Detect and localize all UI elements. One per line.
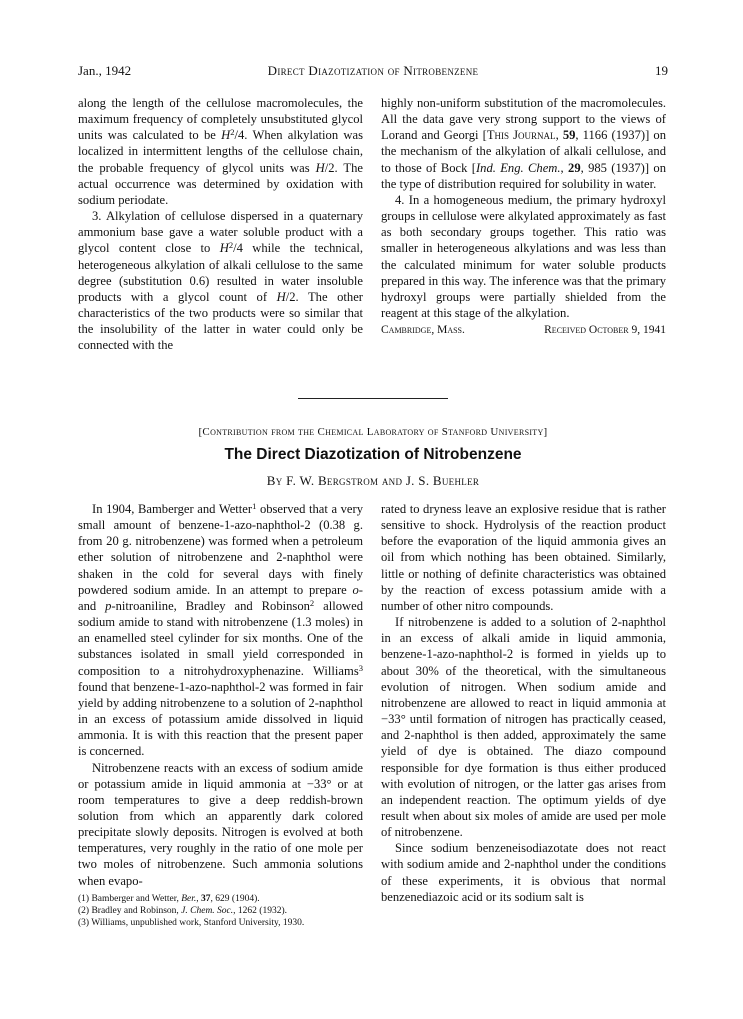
footnote-ref: 1 [252, 501, 257, 512]
byline: By F. W. Bergstrom and J. S. Buehler [266, 473, 480, 488]
footnote: (3) Williams, unpublished work, Stanford University, 1930. [78, 917, 305, 928]
footnote: (2) Bradley and Robinson, J. Chem. Soc., 1262 (1932). [78, 905, 287, 916]
paragraph: If nitrobenzene is added to a solution of 2-naphthol in an excess of alkali amide in liquid ammonia, benzene-1-azo-naphthol-2 is formed in yields up to about 30% of the theoretical, with the simultaneous evolution of nitrogen. When sodium amide and nitrobenzene are allowed to react in liquid ammonia at −33° until formation of nitrogen has practically ceased, and 2-naphthol is then added, approximately the same yield of dye is obtained. The diazo compound responsible for dye formation is thus either produced with evolution of nitrogen, or the latter gas arises from an independent reaction. The optimum yields of dye result when about six moles of amide are used per mole of nitrobenzene. [381, 615, 666, 840]
article-column-left [78, 501, 363, 929]
section-divider [298, 398, 448, 399]
prev-article-column-right [381, 95, 666, 385]
running-title: Direct Diazotization of Nitrobenzene [267, 63, 479, 78]
paragraph: 4. In a homogeneous medium, the primary hydroxyl groups in cellulose were alkylated approximately as fast as both secondary groups together. This ratio was smaller in heterogeneous alkylations and was less than the calculated minimum for water soluble products prepared in this way. The inference was that the primary hydroxyl groups were partially shielded from the reagent at this stage of the alkylation. [381, 192, 666, 321]
page-number: 19 [655, 63, 668, 78]
paragraph: highly non-uniform substitution of the macromolecules. All the data gave very strong support to the views of Lorand and Georgi [This Journal, 59, 1166 (1937)] on the mechanism of the alkylation of alkali cellulose, and to those of Bock [Ind. Eng. Chem., 29, 985 (1937)] on the type of distribution required for solubility in water. [381, 96, 666, 191]
received-date: Received October 9, 1941 [544, 324, 666, 337]
article-title: The Direct Diazotization of Nitrobenzene [224, 446, 522, 463]
footnote-ref: 3 [358, 662, 363, 673]
footnotes [78, 893, 363, 929]
issue-date: Jan., 1942 [78, 63, 132, 78]
paragraph: 3. Alkylation of cellulose dispersed in a quaternary ammonium base gave a water soluble product with a glycol content close to $H^2/4$ while the technical, heterogeneous alkylation of alkali cellulose to the same degree (substitution 0.6) resulted in water insoluble products with a glycol count of H/2. The other characteristics of the two products were so similar that the insolubility of the latter in water could only be connected with the [78, 209, 363, 353]
paragraph: Since sodium benzeneisodiazotate does not react with sodium amide and 2-naphthol under the conditions of these experiments, it is obvious that normal benzenediazoic acid or its sodium salt is [381, 841, 666, 904]
footnote: (1) Bamberger and Wetter, Ber., 37, 629 (1904). [78, 893, 260, 904]
article-column-right [381, 501, 666, 905]
contribution-line: [Contribution from the Chemical Laboratory of Stanford University] [198, 426, 548, 438]
signature-location: Cambridge, Mass. [381, 324, 465, 337]
paragraph: Nitrobenzene reacts with an excess of sodium amide or potassium amide in liquid ammonia at −33° or at room temperatures to give a deep reddish-brown solution from which an apparently dark colored precipitate slowly deposits. Nitrogen is evolved at both temperatures, very roughly in the ratio of one mole per two moles of nitrobenzene. Such ammonia solutions when evapo- [78, 760, 363, 888]
signature-line [381, 322, 666, 338]
paragraph: In 1904, Bamberger and Wetter$^1$ observed that a very small amount of benzene-1-azo-naphthol-2 (0.38 g. from 20 g. nitrobenzene) was formed when a petroleum ether solution of nitrobenzene and 2-naphthol were shaken in the cold for several days with finely powdered sodium amide. In an attempt to prepare o- and p-nitroaniline, Bradley and Robinson$^2$ allowed sodium amide to stand with nitrobenzene (1.3 moles) in an enamelled steel cylinder for six months. One of the substances isolated in small yield corresponded in composition to a nitrohydroxyphenazine. Williams$^3$ found that benzene-1-azo-naphthol-2 was formed in fair yield by adding nitrobenzene to a solution of 2-naphthol in an excess of potassium amide dissolved in liquid ammonia. It is with this reaction that the present paper is concerned. [78, 501, 363, 759]
paragraph: rated to dryness leave an explosive residue that is rather sensitive to shock. Hydrolysis of the reaction product before the evaporation of the liquid ammonia gives an oil from which nothing has been obtained. Similarly, little or nothing of definite characteristics was obtained by the reaction of excess potassium amide with a number of other nitro compounds. [381, 502, 666, 613]
running-head [78, 63, 668, 81]
paragraph: along the length of the cellulose macromolecules, the maximum frequency of completely unsubstituted glycol units was calculated to be $H^2/4$. When alkylation was localized in intermittent lengths of the cellulose chain, the probable frequency of glycol units was H/2. The actual occurrence was determined by oxidation with sodium periodate. [78, 96, 363, 207]
prev-article-column-left [78, 95, 363, 385]
footnote-ref: 2 [309, 598, 315, 609]
